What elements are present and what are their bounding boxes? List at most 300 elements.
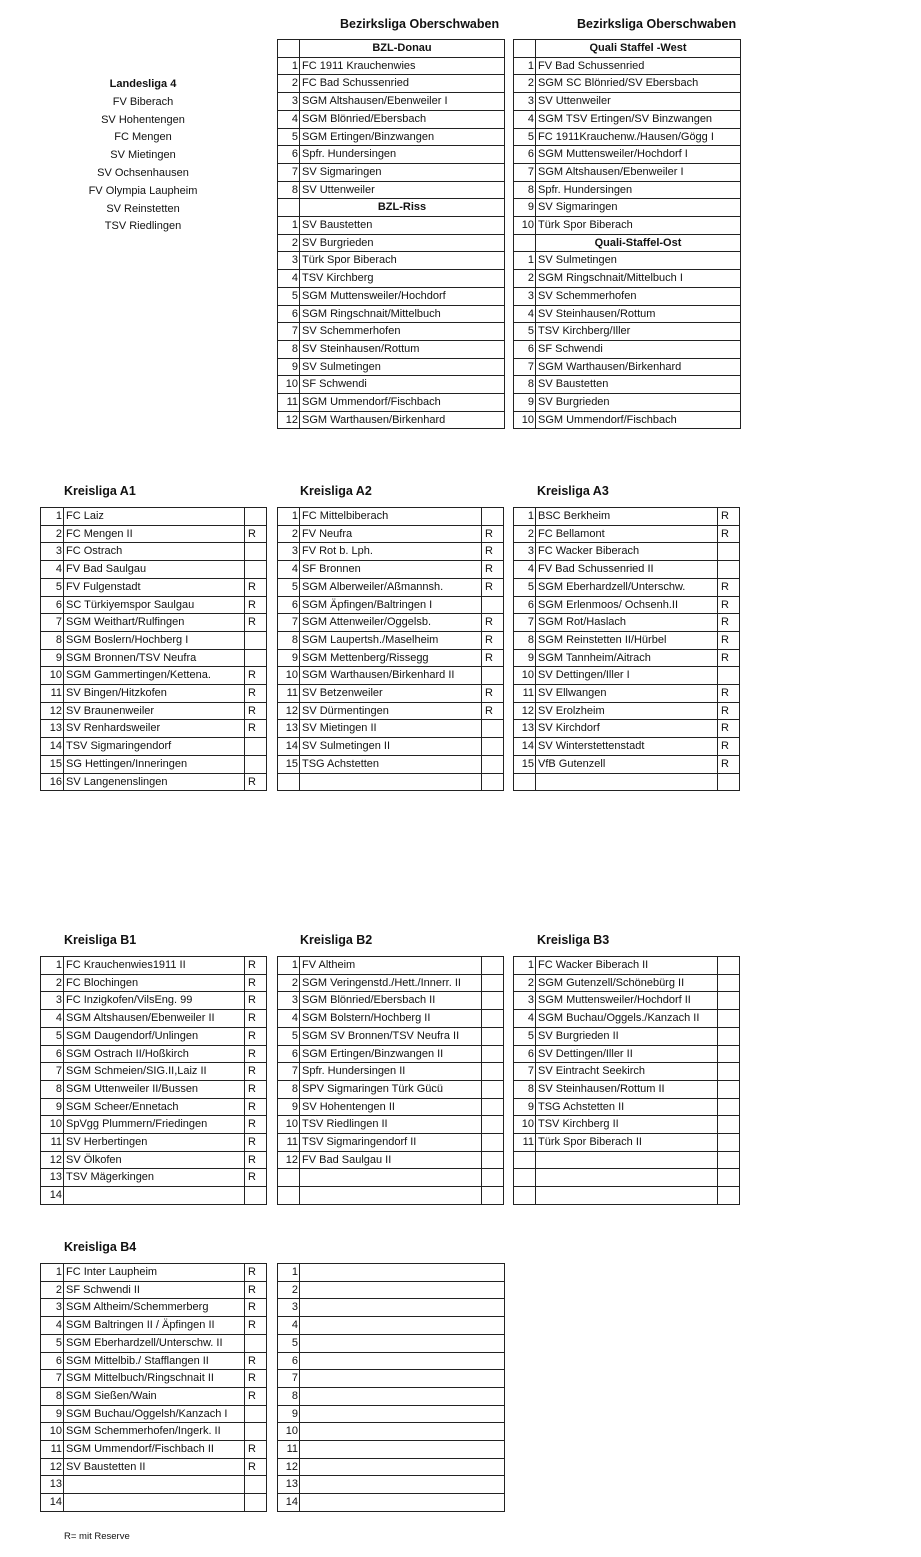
landesliga-team: TSV Riedlingen bbox=[104, 220, 182, 233]
table-row bbox=[514, 128, 741, 146]
row-number: 8 bbox=[41, 631, 64, 649]
table-row bbox=[514, 1063, 740, 1081]
reserve-flag: R bbox=[245, 1134, 267, 1152]
row-number: 7 bbox=[514, 163, 536, 181]
row-number: 8 bbox=[278, 340, 300, 358]
reserve-flag: R bbox=[718, 720, 740, 738]
team-name: SPV Sigmaringen Türk Gücü bbox=[300, 1080, 482, 1098]
team-name: SGM Mittelbib./ Stafflangen II bbox=[64, 1352, 245, 1370]
table-row bbox=[278, 1476, 505, 1494]
row-number: 7 bbox=[41, 614, 64, 632]
row-number: 11 bbox=[278, 1441, 300, 1459]
reserve-flag: R bbox=[245, 1458, 267, 1476]
team-name: SV Ellwangen bbox=[536, 685, 718, 703]
table-row bbox=[278, 508, 504, 526]
reserve-flag bbox=[245, 543, 267, 561]
table-row bbox=[514, 720, 740, 738]
reserve-flag bbox=[718, 1134, 740, 1152]
row-number: 13 bbox=[41, 1476, 64, 1494]
row-number bbox=[514, 1169, 536, 1187]
footnote: R= mit Reserve bbox=[64, 1531, 130, 1542]
row-number: 9 bbox=[278, 1098, 300, 1116]
table-row bbox=[278, 631, 504, 649]
row-number: 1 bbox=[514, 57, 536, 75]
table-row bbox=[514, 631, 740, 649]
blank-cell bbox=[514, 234, 536, 252]
row-number: 6 bbox=[514, 1045, 536, 1063]
reserve-flag: R bbox=[245, 1441, 267, 1459]
team-name: SC Türkiyemspor Saulgau bbox=[64, 596, 245, 614]
team-name: SV Steinhausen/Rottum II bbox=[536, 1080, 718, 1098]
kreisliga-title: Kreisliga A2 bbox=[300, 484, 372, 498]
reserve-flag bbox=[482, 992, 504, 1010]
table-row bbox=[278, 394, 505, 412]
row-number: 4 bbox=[514, 561, 536, 579]
table-row bbox=[41, 631, 267, 649]
landesliga-title: Landesliga 4 bbox=[109, 78, 177, 90]
row-number: 7 bbox=[514, 1063, 536, 1081]
table-row bbox=[514, 1134, 740, 1152]
reserve-flag: R bbox=[245, 667, 267, 685]
row-number: 14 bbox=[41, 1494, 64, 1512]
row-number: 12 bbox=[278, 1151, 300, 1169]
row-number: 7 bbox=[41, 1370, 64, 1388]
row-number: 4 bbox=[41, 1010, 64, 1028]
table-row bbox=[278, 685, 504, 703]
reserve-flag: R bbox=[245, 974, 267, 992]
table-row bbox=[278, 1423, 505, 1441]
reserve-flag: R bbox=[245, 1045, 267, 1063]
table-row bbox=[514, 1169, 740, 1187]
staffel-title: BZL-Riss bbox=[300, 199, 505, 217]
row-number: 15 bbox=[41, 755, 64, 773]
table-row bbox=[41, 1264, 267, 1282]
table-row bbox=[278, 1151, 504, 1169]
row-number: 3 bbox=[278, 252, 300, 270]
row-number: 1 bbox=[41, 957, 64, 975]
team-name: SGM Attenweiler/Oggelsb. bbox=[300, 614, 482, 632]
table-row bbox=[278, 234, 505, 252]
row-number: 6 bbox=[41, 1045, 64, 1063]
table-row bbox=[41, 614, 267, 632]
team-name: SF Schwendi II bbox=[64, 1281, 245, 1299]
team-name: SV Eintracht Seekirch bbox=[536, 1063, 718, 1081]
team-name: SGM Buchau/Oggels./Kanzach II bbox=[536, 1010, 718, 1028]
row-number: 11 bbox=[278, 394, 300, 412]
table-row bbox=[514, 525, 740, 543]
table-row bbox=[41, 1116, 267, 1134]
team-name: SV Uttenweiler bbox=[536, 93, 741, 111]
reserve-flag bbox=[482, 667, 504, 685]
table-row bbox=[514, 957, 740, 975]
row-number: 10 bbox=[514, 217, 536, 235]
team-name: FV Bad Saulgau II bbox=[300, 1151, 482, 1169]
row-number: 12 bbox=[278, 702, 300, 720]
table-row bbox=[41, 702, 267, 720]
row-number: 6 bbox=[278, 1045, 300, 1063]
reserve-flag: R bbox=[245, 1010, 267, 1028]
reserve-flag bbox=[482, 773, 504, 791]
row-number: 7 bbox=[278, 614, 300, 632]
reserve-flag bbox=[482, 1151, 504, 1169]
league-table bbox=[513, 39, 741, 429]
reserve-flag bbox=[718, 1010, 740, 1028]
table-row bbox=[278, 957, 504, 975]
team-name: SGM Ummendorf/Fischbach bbox=[536, 411, 741, 429]
row-number: 10 bbox=[514, 411, 536, 429]
row-number: 6 bbox=[41, 1352, 64, 1370]
team-name: SGM Mettenberg/Rissegg bbox=[300, 649, 482, 667]
row-number: 10 bbox=[41, 1116, 64, 1134]
table-row bbox=[514, 75, 741, 93]
table-row bbox=[514, 738, 740, 756]
team-name bbox=[536, 1151, 718, 1169]
table-row bbox=[514, 596, 740, 614]
table-row bbox=[41, 755, 267, 773]
row-number: 10 bbox=[278, 1116, 300, 1134]
table-row bbox=[514, 270, 741, 288]
table-row bbox=[278, 1187, 504, 1205]
team-name: SGM Erlenmoos/ Ochsenh.II bbox=[536, 596, 718, 614]
reserve-flag bbox=[718, 1098, 740, 1116]
table-row bbox=[41, 667, 267, 685]
team-name: SGM Reinstetten II/Hürbel bbox=[536, 631, 718, 649]
team-name: SGM Äpfingen/Baltringen I bbox=[300, 596, 482, 614]
row-number: 11 bbox=[41, 1134, 64, 1152]
table-row bbox=[514, 146, 741, 164]
reserve-flag: R bbox=[245, 525, 267, 543]
row-number: 1 bbox=[514, 957, 536, 975]
row-number: 7 bbox=[514, 614, 536, 632]
team-name bbox=[300, 1187, 482, 1205]
table-row bbox=[41, 1458, 267, 1476]
table-row bbox=[278, 1441, 505, 1459]
reserve-flag: R bbox=[245, 1281, 267, 1299]
team-name: SV Sigmaringen bbox=[536, 199, 741, 217]
row-number: 2 bbox=[41, 525, 64, 543]
row-number: 7 bbox=[514, 358, 536, 376]
table-row bbox=[278, 1352, 505, 1370]
row-number: 9 bbox=[278, 649, 300, 667]
row-number: 1 bbox=[514, 508, 536, 526]
reserve-flag: R bbox=[482, 614, 504, 632]
row-number: 14 bbox=[514, 738, 536, 756]
team-name: SGM Rot/Haslach bbox=[536, 614, 718, 632]
table-row bbox=[278, 1334, 505, 1352]
reserve-flag bbox=[482, 1098, 504, 1116]
team-name: SV Ölkofen bbox=[64, 1151, 245, 1169]
team-name: SV Burgrieden bbox=[536, 394, 741, 412]
team-name: SGM Eberhardzell/Unterschw. bbox=[536, 578, 718, 596]
team-name bbox=[300, 1370, 505, 1388]
team-name: VfB Gutenzell bbox=[536, 755, 718, 773]
table-row bbox=[41, 1476, 267, 1494]
table-row bbox=[514, 163, 741, 181]
team-name bbox=[300, 1281, 505, 1299]
team-name bbox=[64, 1494, 245, 1512]
row-number: 9 bbox=[514, 394, 536, 412]
team-name: FC Bad Schussenried bbox=[300, 75, 505, 93]
reserve-flag bbox=[482, 1134, 504, 1152]
reserve-flag: R bbox=[245, 1151, 267, 1169]
team-name: SpVgg Plummern/Friedingen bbox=[64, 1116, 245, 1134]
reserve-flag: R bbox=[718, 702, 740, 720]
table-row bbox=[41, 685, 267, 703]
landesliga-team: FC Mengen bbox=[114, 131, 172, 144]
row-number: 1 bbox=[278, 217, 300, 235]
row-number: 2 bbox=[514, 75, 536, 93]
row-number: 6 bbox=[514, 146, 536, 164]
reserve-flag: R bbox=[718, 614, 740, 632]
row-number: 10 bbox=[514, 667, 536, 685]
reserve-flag bbox=[245, 755, 267, 773]
team-name: FV Bad Saulgau bbox=[64, 561, 245, 579]
table-row bbox=[278, 1098, 504, 1116]
table-row bbox=[41, 1045, 267, 1063]
table-row bbox=[278, 1494, 505, 1512]
row-number: 3 bbox=[514, 543, 536, 561]
row-number: 9 bbox=[41, 649, 64, 667]
table-row bbox=[41, 957, 267, 975]
row-number: 9 bbox=[514, 1098, 536, 1116]
landesliga-team: FV Biberach bbox=[112, 95, 174, 108]
row-number: 8 bbox=[41, 1080, 64, 1098]
row-number: 13 bbox=[278, 720, 300, 738]
team-name: SGM Warthausen/Birkenhard bbox=[300, 411, 505, 429]
team-name: SV Erolzheim bbox=[536, 702, 718, 720]
row-number: 11 bbox=[278, 1134, 300, 1152]
reserve-flag: R bbox=[245, 1387, 267, 1405]
reserve-flag bbox=[482, 1080, 504, 1098]
team-name: SGM TSV Ertingen/SV Binzwangen bbox=[536, 110, 741, 128]
reserve-flag: R bbox=[718, 738, 740, 756]
kreisliga-title: Kreisliga A1 bbox=[64, 484, 136, 498]
row-number: 6 bbox=[278, 1352, 300, 1370]
team-name: Spfr. Hundersingen bbox=[536, 181, 741, 199]
row-number bbox=[514, 773, 536, 791]
row-number: 5 bbox=[278, 128, 300, 146]
kreisliga-title: Kreisliga B2 bbox=[300, 933, 373, 947]
team-name bbox=[536, 1187, 718, 1205]
kreisliga-title: Kreisliga B1 bbox=[64, 933, 137, 947]
team-name: SGM Veringenstd./Hett./Innerr. II bbox=[300, 974, 482, 992]
table-subheader-row bbox=[278, 40, 505, 58]
row-number: 3 bbox=[278, 992, 300, 1010]
row-number: 5 bbox=[278, 287, 300, 305]
team-name: FV Rot b. Lph. bbox=[300, 543, 482, 561]
table-row bbox=[278, 1387, 505, 1405]
table-row bbox=[278, 992, 504, 1010]
reserve-flag: R bbox=[245, 578, 267, 596]
team-name: SGM Ertingen/Binzwangen II bbox=[300, 1045, 482, 1063]
row-number: 7 bbox=[278, 163, 300, 181]
reserve-flag bbox=[245, 1423, 267, 1441]
table-row bbox=[514, 1098, 740, 1116]
team-name: TSG Achstetten bbox=[300, 755, 482, 773]
table-row bbox=[278, 561, 504, 579]
reserve-flag bbox=[482, 1045, 504, 1063]
table-row bbox=[514, 1116, 740, 1134]
reserve-flag: R bbox=[482, 525, 504, 543]
row-number: 2 bbox=[278, 234, 300, 252]
row-number: 13 bbox=[278, 1476, 300, 1494]
reserve-flag bbox=[482, 755, 504, 773]
row-number: 7 bbox=[41, 1063, 64, 1081]
table-row bbox=[514, 649, 740, 667]
team-name: SV Sulmetingen bbox=[536, 252, 741, 270]
league-table bbox=[513, 956, 740, 1205]
row-number: 2 bbox=[278, 75, 300, 93]
reserve-flag bbox=[245, 1334, 267, 1352]
table-row bbox=[41, 1494, 267, 1512]
row-number: 15 bbox=[278, 755, 300, 773]
reserve-flag: R bbox=[718, 685, 740, 703]
table-row bbox=[41, 508, 267, 526]
table-row bbox=[514, 323, 741, 341]
reserve-flag: R bbox=[245, 1352, 267, 1370]
table-row bbox=[278, 1080, 504, 1098]
team-name: SF Schwendi bbox=[536, 340, 741, 358]
table-row bbox=[514, 1151, 740, 1169]
team-name bbox=[300, 1387, 505, 1405]
team-name: FC Blochingen bbox=[64, 974, 245, 992]
team-name: FC Bellamont bbox=[536, 525, 718, 543]
table-row bbox=[278, 181, 505, 199]
table-row bbox=[41, 1423, 267, 1441]
landesliga-team: SV Mietingen bbox=[110, 149, 176, 162]
table-row bbox=[278, 75, 505, 93]
table-row bbox=[278, 93, 505, 111]
row-number: 14 bbox=[278, 1494, 300, 1512]
team-name: SGM Tannheim/Aitrach bbox=[536, 649, 718, 667]
row-number: 5 bbox=[278, 1334, 300, 1352]
reserve-flag: R bbox=[482, 561, 504, 579]
table-row bbox=[278, 163, 505, 181]
row-number bbox=[514, 1151, 536, 1169]
reserve-flag bbox=[718, 1063, 740, 1081]
table-row bbox=[278, 720, 504, 738]
reserve-flag: R bbox=[245, 1264, 267, 1282]
table-row bbox=[514, 376, 741, 394]
reserve-flag bbox=[482, 1027, 504, 1045]
row-number: 4 bbox=[41, 561, 64, 579]
row-number bbox=[278, 1187, 300, 1205]
table-row bbox=[514, 702, 740, 720]
table-row bbox=[278, 1116, 504, 1134]
table-row bbox=[41, 1080, 267, 1098]
table-row bbox=[278, 305, 505, 323]
team-name: SGM Alberweiler/Aßmannsh. bbox=[300, 578, 482, 596]
row-number: 3 bbox=[278, 543, 300, 561]
row-number: 6 bbox=[278, 146, 300, 164]
team-name: SGM Eberhardzell/Unterschw. II bbox=[64, 1334, 245, 1352]
team-name: SF Bronnen bbox=[300, 561, 482, 579]
reserve-flag: R bbox=[245, 1116, 267, 1134]
reserve-flag bbox=[482, 508, 504, 526]
row-number: 4 bbox=[41, 1317, 64, 1335]
table-row bbox=[41, 543, 267, 561]
reserve-flag: R bbox=[245, 614, 267, 632]
team-name: SGM Gammertingen/Kettena. bbox=[64, 667, 245, 685]
team-name: SGM Bronnen/TSV Neufra bbox=[64, 649, 245, 667]
team-name: SGM Blönried/Ebersbach bbox=[300, 110, 505, 128]
team-name: SGM Scheer/Ennetach bbox=[64, 1098, 245, 1116]
table-row bbox=[514, 217, 741, 235]
table-row bbox=[278, 376, 505, 394]
row-number: 8 bbox=[514, 1080, 536, 1098]
row-number: 1 bbox=[278, 57, 300, 75]
team-name: Türk Spor Biberach bbox=[300, 252, 505, 270]
table-row bbox=[514, 181, 741, 199]
reserve-flag bbox=[245, 1405, 267, 1423]
row-number: 1 bbox=[514, 252, 536, 270]
team-name: SV Kirchdorf bbox=[536, 720, 718, 738]
row-number: 16 bbox=[41, 773, 64, 791]
row-number: 13 bbox=[41, 1169, 64, 1187]
league-table bbox=[40, 1263, 267, 1512]
table-row bbox=[41, 1387, 267, 1405]
team-name: Türk Spor Biberach II bbox=[536, 1134, 718, 1152]
reserve-flag: R bbox=[718, 755, 740, 773]
reserve-flag bbox=[245, 649, 267, 667]
row-number: 14 bbox=[278, 738, 300, 756]
table-row bbox=[41, 1063, 267, 1081]
table-row bbox=[41, 974, 267, 992]
table-row bbox=[514, 614, 740, 632]
table-row bbox=[514, 1027, 740, 1045]
team-name: SGM Daugendorf/Unlingen bbox=[64, 1027, 245, 1045]
team-name bbox=[300, 1458, 505, 1476]
table-row bbox=[41, 596, 267, 614]
team-name: SGM Bolstern/Hochberg II bbox=[300, 1010, 482, 1028]
row-number bbox=[514, 1187, 536, 1205]
team-name: SV Dettingen/Iller II bbox=[536, 1045, 718, 1063]
reserve-flag bbox=[482, 974, 504, 992]
landesliga-team: SV Reinstetten bbox=[106, 202, 180, 215]
table-row bbox=[41, 1352, 267, 1370]
table-row bbox=[41, 1441, 267, 1459]
row-number: 3 bbox=[278, 1299, 300, 1317]
row-number: 1 bbox=[278, 508, 300, 526]
table-subheader-row bbox=[514, 40, 741, 58]
team-name: TSV Mägerkingen bbox=[64, 1169, 245, 1187]
reserve-flag bbox=[718, 1080, 740, 1098]
table-row bbox=[278, 596, 504, 614]
table-row bbox=[278, 1264, 505, 1282]
row-number: 10 bbox=[41, 667, 64, 685]
team-name: SF Schwendi bbox=[300, 376, 505, 394]
row-number: 2 bbox=[278, 1281, 300, 1299]
reserve-flag bbox=[718, 992, 740, 1010]
row-number: 13 bbox=[514, 720, 536, 738]
table-row bbox=[41, 1370, 267, 1388]
table-row bbox=[41, 578, 267, 596]
table-row bbox=[41, 1317, 267, 1335]
row-number: 9 bbox=[41, 1405, 64, 1423]
team-name: FC Wacker Biberach bbox=[536, 543, 718, 561]
table-row bbox=[278, 1281, 505, 1299]
team-name: FC 1911 Krauchenwies bbox=[300, 57, 505, 75]
row-number: 4 bbox=[278, 561, 300, 579]
reserve-flag bbox=[482, 1010, 504, 1028]
table-row bbox=[278, 649, 504, 667]
reserve-flag bbox=[245, 738, 267, 756]
reserve-flag: R bbox=[482, 649, 504, 667]
reserve-flag bbox=[718, 543, 740, 561]
staffel-title: Quali Staffel -West bbox=[536, 40, 741, 58]
team-name: SGM Ringschnait/Mittelbuch bbox=[300, 305, 505, 323]
reserve-flag bbox=[482, 1169, 504, 1187]
